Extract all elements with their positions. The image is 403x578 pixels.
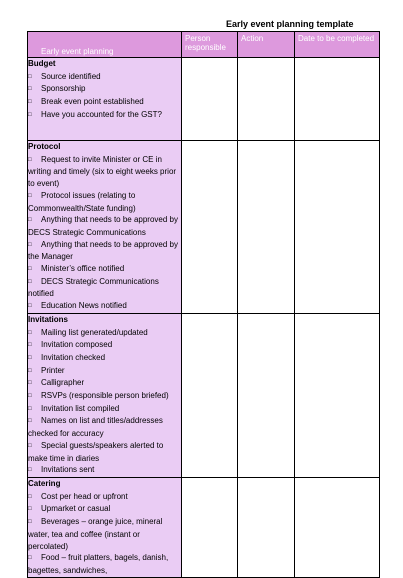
- action-cell: [238, 313, 295, 477]
- checklist-item-text: Invitation list compiled: [41, 403, 120, 413]
- action-cell: [238, 477, 295, 577]
- header-date-to-be-completed: Date to be completed: [295, 32, 380, 58]
- action-cell: [238, 58, 295, 141]
- table-row-catering: [28, 477, 380, 577]
- date-cell: [295, 141, 380, 314]
- checklist-item-text: Protocol issues (relating to Commonwealth/State funding): [28, 190, 136, 213]
- checkbox-icon: □: [28, 342, 32, 349]
- checklist-item: [28, 552, 181, 576]
- checkbox-icon: □: [28, 266, 32, 273]
- checkbox-icon: □: [28, 99, 32, 106]
- checklist-item: [28, 415, 181, 439]
- header-early-event-planning: Early event planning: [28, 32, 182, 58]
- checkbox-icon: □: [28, 442, 32, 449]
- checkbox-icon: □: [28, 303, 32, 310]
- section-title: Invitations: [28, 314, 69, 324]
- checklist-item: [28, 440, 181, 464]
- checklist-item: [28, 96, 181, 109]
- checklist-item: [28, 516, 181, 552]
- checklist-item: [28, 239, 181, 263]
- checklist-item-text: Anything that needs to be approved by the Manager: [28, 239, 178, 262]
- section-title: Budget: [28, 59, 56, 68]
- header-person-responsible: Person responsible: [182, 32, 238, 58]
- checkbox-icon: □: [28, 467, 32, 474]
- date-cell: [295, 58, 380, 141]
- table-header-row: [28, 32, 380, 58]
- checklist-item-text: Request to invite Minister or CE in writing and timely (six to eight weeks prior to event): [28, 154, 177, 189]
- checklist-item: [28, 327, 181, 340]
- checklist-item: [28, 154, 181, 190]
- checkbox-icon: □: [28, 192, 32, 199]
- checklist-item-text: Source identified: [41, 71, 101, 81]
- checklist-item: [28, 503, 181, 516]
- checkbox-icon: □: [28, 329, 32, 336]
- checklist-item-text: RSVPs (responsible person briefed): [41, 391, 169, 401]
- checklist-item-text: Anything that needs to be approved by DECS Strategic Communications: [28, 215, 178, 237]
- checklist-item-text: DECS Strategic Communications notified: [28, 276, 159, 299]
- checkbox-icon: □: [28, 354, 32, 361]
- date-cell: [295, 313, 380, 477]
- checkbox-icon: □: [28, 86, 32, 93]
- checklist-item: [28, 83, 181, 96]
- checklist-item-text: Special guests/speakers alerted to make time in diaries: [28, 440, 164, 463]
- checklist-item-text: Education News notified: [41, 301, 127, 311]
- checklist-item: [28, 365, 181, 378]
- table-row-invitations: [28, 313, 380, 477]
- header-action: Action: [238, 32, 295, 58]
- checklist-item: [28, 300, 181, 313]
- checkbox-icon: □: [28, 393, 32, 400]
- person-responsible-cell: [182, 58, 238, 141]
- checklist-item-text: Sponsorship: [41, 84, 86, 94]
- section-title: Protocol: [28, 142, 61, 151]
- checkbox-icon: □: [28, 418, 32, 425]
- person-responsible-cell: [182, 141, 238, 314]
- checklist-item-text: Break even point established: [41, 97, 144, 107]
- checklist-item: [28, 276, 181, 300]
- checklist-item: [28, 491, 181, 504]
- checklist-item: [28, 214, 181, 238]
- checklist-item-text: Food – fruit platters, bagels, danish, bagettes, sandwiches,: [28, 553, 169, 575]
- checklist-item-text: Invitations sent: [41, 465, 95, 475]
- checklist-item: [28, 464, 181, 477]
- checkbox-icon: □: [28, 217, 32, 224]
- checklist-item: [28, 339, 181, 352]
- table-row-protocol: [28, 141, 380, 314]
- checkbox-icon: □: [28, 380, 32, 387]
- checkbox-icon: □: [28, 367, 32, 374]
- checkbox-icon: □: [28, 555, 32, 562]
- section-cell: [28, 477, 182, 577]
- checkbox-icon: □: [28, 405, 32, 412]
- checklist-item: [28, 190, 181, 214]
- checklist-item: [28, 263, 181, 276]
- checklist-item-text: Cost per head or upfront: [41, 491, 128, 501]
- checklist-item-text: Invitation composed: [41, 340, 113, 350]
- checkbox-icon: □: [28, 519, 32, 526]
- checklist-item: [28, 352, 181, 365]
- document-title: Early event planning template: [226, 19, 354, 29]
- section-cell: [28, 313, 182, 477]
- date-cell: [295, 477, 380, 577]
- planning-table: [27, 31, 380, 578]
- checkbox-icon: □: [28, 156, 32, 163]
- checklist-item: [28, 390, 181, 403]
- checkbox-icon: □: [28, 506, 32, 513]
- person-responsible-cell: [182, 477, 238, 577]
- checklist-item: [28, 377, 181, 390]
- checklist-item: [28, 71, 181, 84]
- checkbox-icon: □: [28, 111, 32, 118]
- action-cell: [238, 141, 295, 314]
- checklist-item-text: Invitation checked: [41, 352, 106, 362]
- checkbox-icon: □: [28, 493, 32, 500]
- checklist-item-text: Calligrapher: [41, 378, 85, 388]
- section-cell: [28, 58, 182, 141]
- table-row-budget: [28, 58, 380, 141]
- checklist-item-text: Have you accounted for the GST?: [41, 109, 162, 119]
- checklist-item-text: Mailing list generated/updated: [41, 327, 148, 337]
- checklist-item-text: Upmarket or casual: [41, 504, 111, 514]
- checklist-item: [28, 109, 181, 122]
- checkbox-icon: □: [28, 241, 32, 248]
- checklist-item-text: Printer: [41, 365, 65, 375]
- checkbox-icon: □: [28, 278, 32, 285]
- checklist-item: [28, 403, 181, 416]
- checkbox-icon: □: [28, 73, 32, 80]
- person-responsible-cell: [182, 313, 238, 477]
- checklist-item-text: Minister’s office notified: [41, 264, 125, 274]
- section-cell: [28, 141, 182, 314]
- section-title: Catering: [28, 478, 61, 488]
- checklist-item-text: Beverages – orange juice, mineral water, tea and coffee (instant or percolated): [28, 517, 163, 551]
- checklist-item-text: Names on list and titles/addresses checked for accuracy: [28, 416, 163, 439]
